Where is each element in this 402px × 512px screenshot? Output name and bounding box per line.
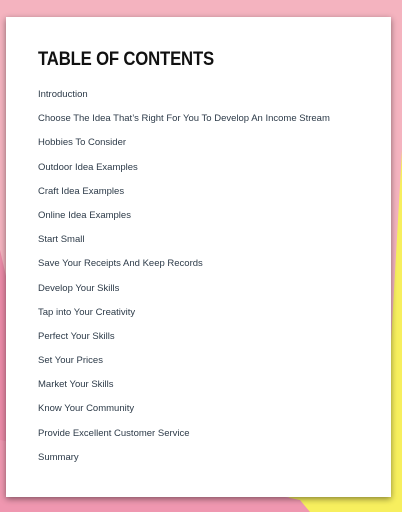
toc-item-market-your-skills[interactable]: Market Your Skills — [38, 379, 114, 391]
toc-item-choose-the-idea[interactable]: Choose The Idea That’s Right For You To Develop An Income Stream — [38, 113, 330, 125]
toc-item-customer-service[interactable]: Provide Excellent Customer Service — [38, 427, 190, 439]
toc-item-craft-idea-examples[interactable]: Craft Idea Examples — [38, 185, 125, 197]
toc-item-hobbies-to-consider[interactable]: Hobbies To Consider — [38, 137, 127, 149]
toc-item-save-your-receipts[interactable]: Save Your Receipts And Keep Records — [38, 258, 203, 270]
toc-item-outdoor-idea-examples[interactable]: Outdoor Idea Examples — [38, 161, 138, 173]
toc-item-perfect-your-skills[interactable]: Perfect Your Skills — [38, 330, 115, 342]
toc-list — [38, 88, 330, 475]
toc-item-start-small[interactable]: Start Small — [38, 234, 85, 246]
toc-item-develop-your-skills[interactable]: Develop Your Skills — [38, 282, 120, 294]
toc-item-summary[interactable]: Summary — [38, 451, 79, 463]
toc-item-introduction[interactable]: Introduction — [38, 89, 88, 100]
toc-item-set-your-prices[interactable]: Set Your Prices — [38, 355, 103, 367]
toc-page — [6, 17, 391, 497]
toc-item-online-idea-examples[interactable]: Online Idea Examples — [38, 209, 131, 221]
toc-item-tap-into-creativity[interactable]: Tap into Your Creativity — [38, 306, 136, 318]
toc-item-know-your-community[interactable]: Know Your Community — [38, 403, 135, 415]
page-title: TABLE OF CONTENTS — [38, 49, 214, 70]
